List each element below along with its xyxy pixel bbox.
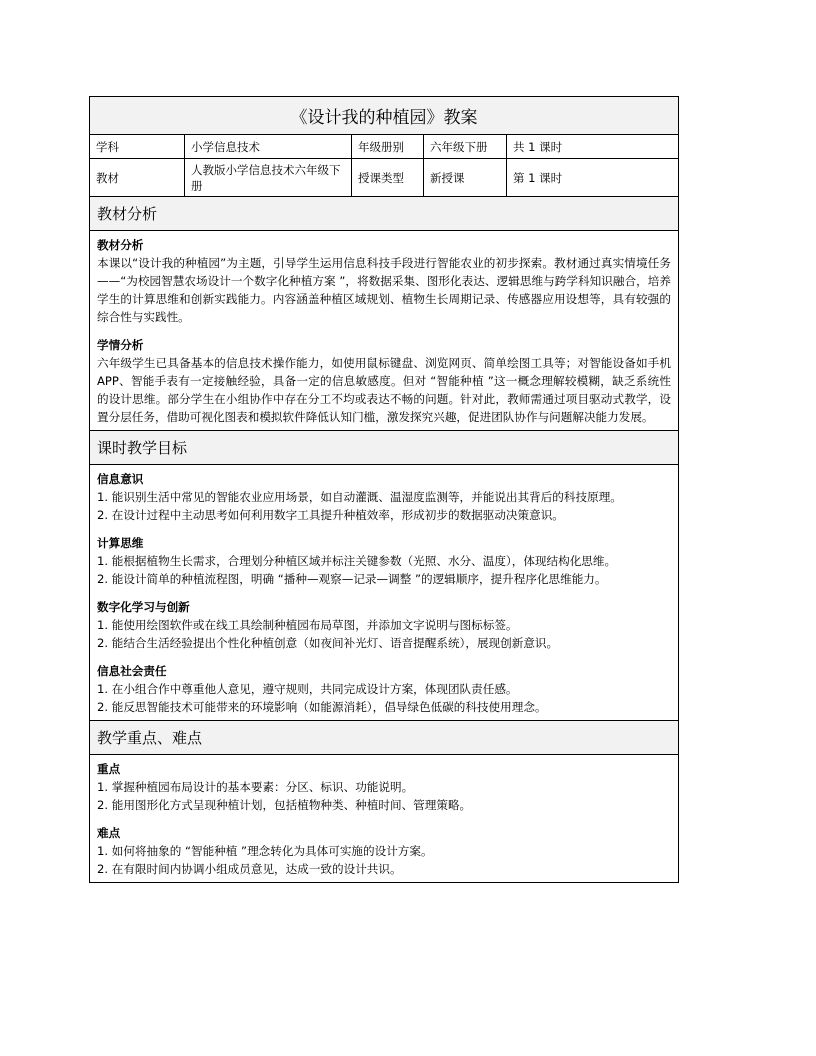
title-row: [90, 97, 678, 135]
learner-analysis-title: 学情分析: [97, 338, 144, 352]
textbook-label: 教材: [90, 159, 185, 196]
objective-item: 2. 能反思智能技术可能带来的环境影响（如能源消耗），倡导绿色低碳的科技使用理念。: [97, 700, 547, 714]
section-heading-objectives: [90, 431, 678, 465]
objective-group-title: 信息意识: [97, 472, 144, 486]
objective-item: 2. 能结合生活经验提出个性化种植创意（如夜间补光灯、语音提醒系统），展现创新意识。: [97, 636, 559, 650]
keypoints-body: [90, 755, 678, 882]
keypoints-heading: 教学重点、难点: [97, 729, 203, 747]
keypoint-item: 1. 掌握种植园布局设计的基本要素：分区、标识、功能说明。: [97, 780, 414, 794]
grade-value: 六年级下册: [424, 135, 507, 158]
type-value: 新授课: [424, 159, 507, 196]
objectives-heading: 课时教学目标: [97, 439, 188, 457]
objective-group-title: 计算思维: [97, 536, 144, 550]
objective-item: 1. 能识别生活中常见的智能农业应用场景，如自动灌溉、温湿度监测等，并能说出其背后的科技原理。: [97, 490, 622, 504]
learner-analysis-text: 六年级学生已具备基本的信息技术操作能力，如使用鼠标键盘、浏览网页、简单绘图工具等；对智能设备如手机 APP、智能手表有一定接触经验，具备一定的信息敏感度。但对 “智能种植 ”这一概念理解较模糊，缺乏系统性的设计思维。部分学生在小组协作中存在分工不均或表达不畅的问题。针对此，教师需通过项目驱动式教学，设置分层任务，借助可视化图表和模拟软件降低认知门槛，激发探究兴趣，促进团队协作与问题解决能力发展。: [97, 356, 671, 424]
keypoint-group-title: 难点: [97, 826, 121, 840]
objective-item: 1. 能使用绘图软件或在线工具绘制种植园布局草图，并添加文字说明与图标标签。: [97, 618, 518, 632]
section-heading-keypoints: [90, 721, 678, 755]
keypoint-item: 2. 能用图形化方式呈现种植计划，包括植物种类、种植时间、管理策略。: [97, 798, 472, 812]
keypoint-group-title: 重点: [97, 762, 121, 776]
type-label: 授课类型: [352, 159, 424, 196]
analysis-body: [90, 231, 678, 431]
subject-value: 小学信息技术: [185, 135, 352, 158]
objectives-body: [90, 465, 678, 721]
material-analysis-title: 教材分析: [97, 238, 144, 252]
objective-group-title: 数字化学习与创新: [97, 600, 190, 614]
info-row-subject: [90, 135, 678, 159]
objective-item: 1. 能根据植物生长需求，合理划分种植区域并标注关键参数（光照、水分、温度），体现结构化思维。: [97, 554, 617, 568]
objective-group-title: 信息社会责任: [97, 664, 167, 678]
objective-item: 2. 在设计过程中主动思考如何利用数字工具提升种植效率，形成初步的数据驱动决策意识。: [97, 508, 564, 522]
subject-label: 学科: [90, 135, 185, 158]
objective-item: 2. 能设计简单的种植流程图，明确 “播种—观察—记录—调整 ”的逻辑顺序，提升程序化思维能力。: [97, 572, 607, 586]
total-hours: 共 1 课时: [513, 139, 563, 154]
analysis-heading: 教材分析: [97, 205, 158, 223]
objective-item: 1. 在小组合作中尊重他人意见，遵守规则，共同完成设计方案，体现团队责任感。: [97, 682, 518, 696]
current-hour: 第 1 课时: [513, 170, 563, 185]
section-heading-analysis: [90, 197, 678, 231]
material-analysis-text: 本课以“设计我的种植园”为主题，引导学生运用信息科技手段进行智能农业的初步探索。教材通过真实情境任务——“为校园智慧农场设计一个数字化种植方案 ”，将数据采集、图形化表达、逻辑思维与跨学科知识融合，培养学生的计算思维和创新实践能力。内容涵盖种植区域规划、植物生长周期记录、传感器应用设想等，具有较强的综合性与实践性。: [97, 256, 671, 324]
keypoint-item: 2. 在有限时间内协调小组成员意见，达成一致的设计共识。: [97, 862, 402, 876]
info-row-textbook: [90, 159, 678, 197]
textbook-value: 人教版小学信息技术六年级下册: [185, 159, 352, 196]
grade-label: 年级册别: [352, 135, 424, 158]
lesson-plan-document: [89, 96, 679, 883]
keypoint-item: 1. 如何将抽象的 “智能种植 ”理念转化为具体可实施的设计方案。: [97, 844, 433, 858]
document-title: 《设计我的种植园》教案: [290, 108, 478, 128]
